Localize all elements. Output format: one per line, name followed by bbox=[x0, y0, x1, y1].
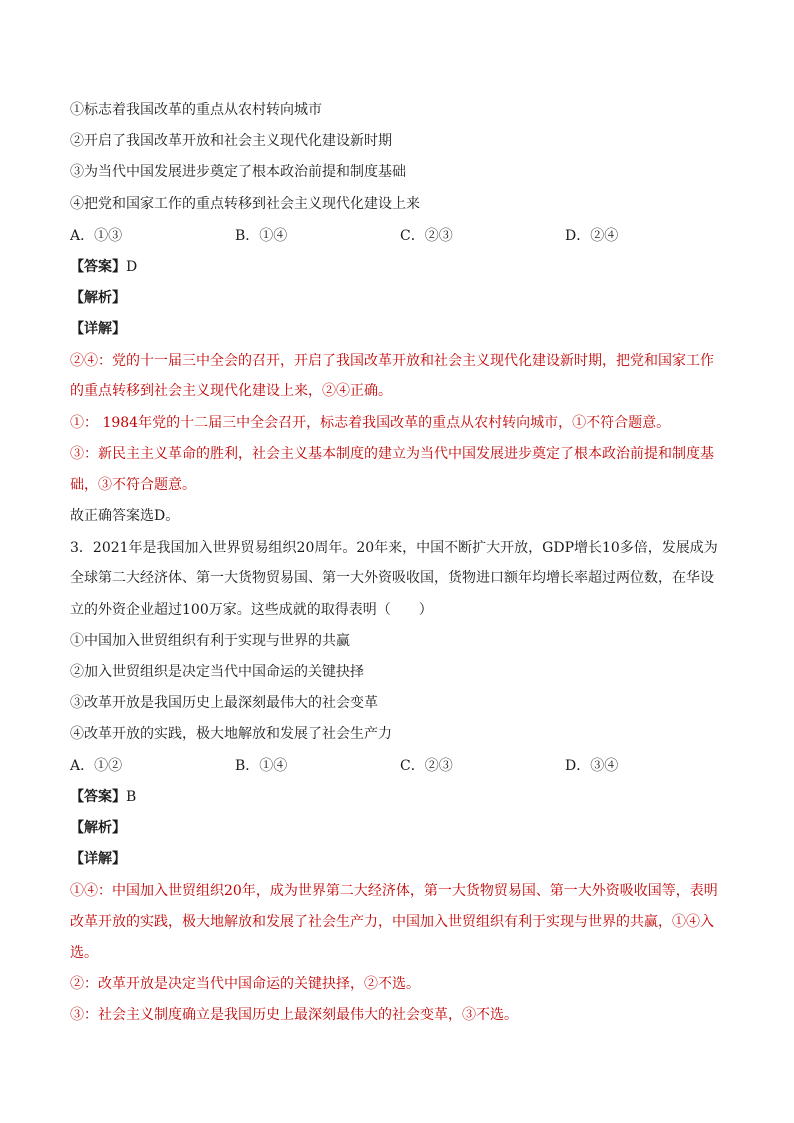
q3-detail-label: 【详解】 bbox=[70, 851, 126, 867]
q3-option-c: C．②③ bbox=[400, 758, 453, 774]
q3-stem-line-2: 全球第二大经济体、第一大货物贸易国、第一大外资吸收国，货物进口额年均增长率超过两位数，在华设 bbox=[70, 570, 714, 586]
q2-option-c: C．②③ bbox=[400, 228, 453, 244]
q2-answer-value: D bbox=[126, 259, 138, 275]
q3-detail-line-2: 改革开放的实践，极大地解放和发展了社会生产力，中国加入世贸组织有利于实现与世界的共赢，①④入 bbox=[70, 914, 714, 930]
q2-detail-label: 【详解】 bbox=[70, 321, 126, 337]
q2-detail-line-2: 的重点转移到社会主义现代化建设上来，②④正确。 bbox=[70, 383, 392, 399]
q3-choice-3: ③改革开放是我国历史上最深刻最伟大的社会变革 bbox=[70, 695, 378, 711]
q3-stem-line-1: 3．2021年是我国加入世界贸易组织20周年。20年来，中国不断扩大开放，GDP增长10多倍，发展成为 bbox=[70, 540, 718, 556]
q2-choice-1: ①标志着我国改革的重点从农村转向城市 bbox=[70, 102, 322, 118]
q3-option-b: B．①④ bbox=[235, 758, 288, 774]
q2-answer-label: 【答案】 bbox=[70, 259, 126, 275]
q2-option-d: D．②④ bbox=[565, 228, 619, 244]
q3-option-a: A．①② bbox=[70, 758, 123, 774]
q2-options bbox=[70, 226, 730, 246]
q2-choice-2: ②开启了我国改革开放和社会主义现代化建设新时期 bbox=[70, 133, 392, 149]
q2-detail-line-4: ③：新民主主义革命的胜利，社会主义基本制度的建立为当代中国发展进步奠定了根本政治前提和制度基 bbox=[70, 446, 714, 462]
q3-answer bbox=[70, 787, 136, 807]
q3-answer-value: B bbox=[126, 789, 137, 805]
q3-answer-label: 【答案】 bbox=[70, 789, 126, 805]
q2-option-a: A．①③ bbox=[70, 228, 123, 244]
q3-choice-4: ④改革开放的实践，极大地解放和发展了社会生产力 bbox=[70, 726, 392, 742]
q3-detail-line-5: ③：社会主义制度确立是我国历史上最深刻最伟大的社会变革，③不选。 bbox=[70, 1007, 518, 1023]
q3-options bbox=[70, 756, 730, 776]
q2-choice-3: ③为当代中国发展进步奠定了根本政治前提和制度基础 bbox=[70, 164, 406, 180]
q3-detail-line-1: ①④：中国加入世贸组织20年，成为世界第二大经济体，第一大货物贸易国、第一大外资吸收国等，表明 bbox=[70, 883, 718, 899]
q2-answer bbox=[70, 257, 137, 277]
q2-detail-line-1: ②④：党的十一届三中全会的召开，开启了我国改革开放和社会主义现代化建设新时期，把党和国家工作 bbox=[70, 353, 714, 369]
q2-conclusion: 故正确答案选D。 bbox=[70, 508, 180, 524]
q2-option-b: B．①④ bbox=[235, 228, 288, 244]
q2-choice-4: ④把党和国家工作的重点转移到社会主义现代化建设上来 bbox=[70, 196, 420, 212]
q3-choice-2: ②加入世贸组织是决定当代中国命运的关键抉择 bbox=[70, 664, 364, 680]
q3-option-d: D．③④ bbox=[565, 758, 619, 774]
q3-detail-line-3: 选。 bbox=[70, 945, 98, 961]
q3-choice-1: ①中国加入世贸组织有利于实现与世界的共赢 bbox=[70, 633, 350, 649]
q3-detail-line-4: ②：改革开放是决定当代中国命运的关键抉择，②不选。 bbox=[70, 976, 420, 992]
q2-detail-line-5: 础，③不符合题意。 bbox=[70, 477, 196, 493]
q3-stem-line-3: 立的外资企业超过100万家。这些成就的取得表明（ ） bbox=[70, 602, 433, 618]
q2-detail-line-3: ①： 1984年党的十二届三中全会召开，标志着我国改革的重点从农村转向城市，①不符合题意。 bbox=[70, 415, 671, 431]
q2-analysis-label: 【解析】 bbox=[70, 290, 126, 306]
q3-analysis-label: 【解析】 bbox=[70, 820, 126, 836]
